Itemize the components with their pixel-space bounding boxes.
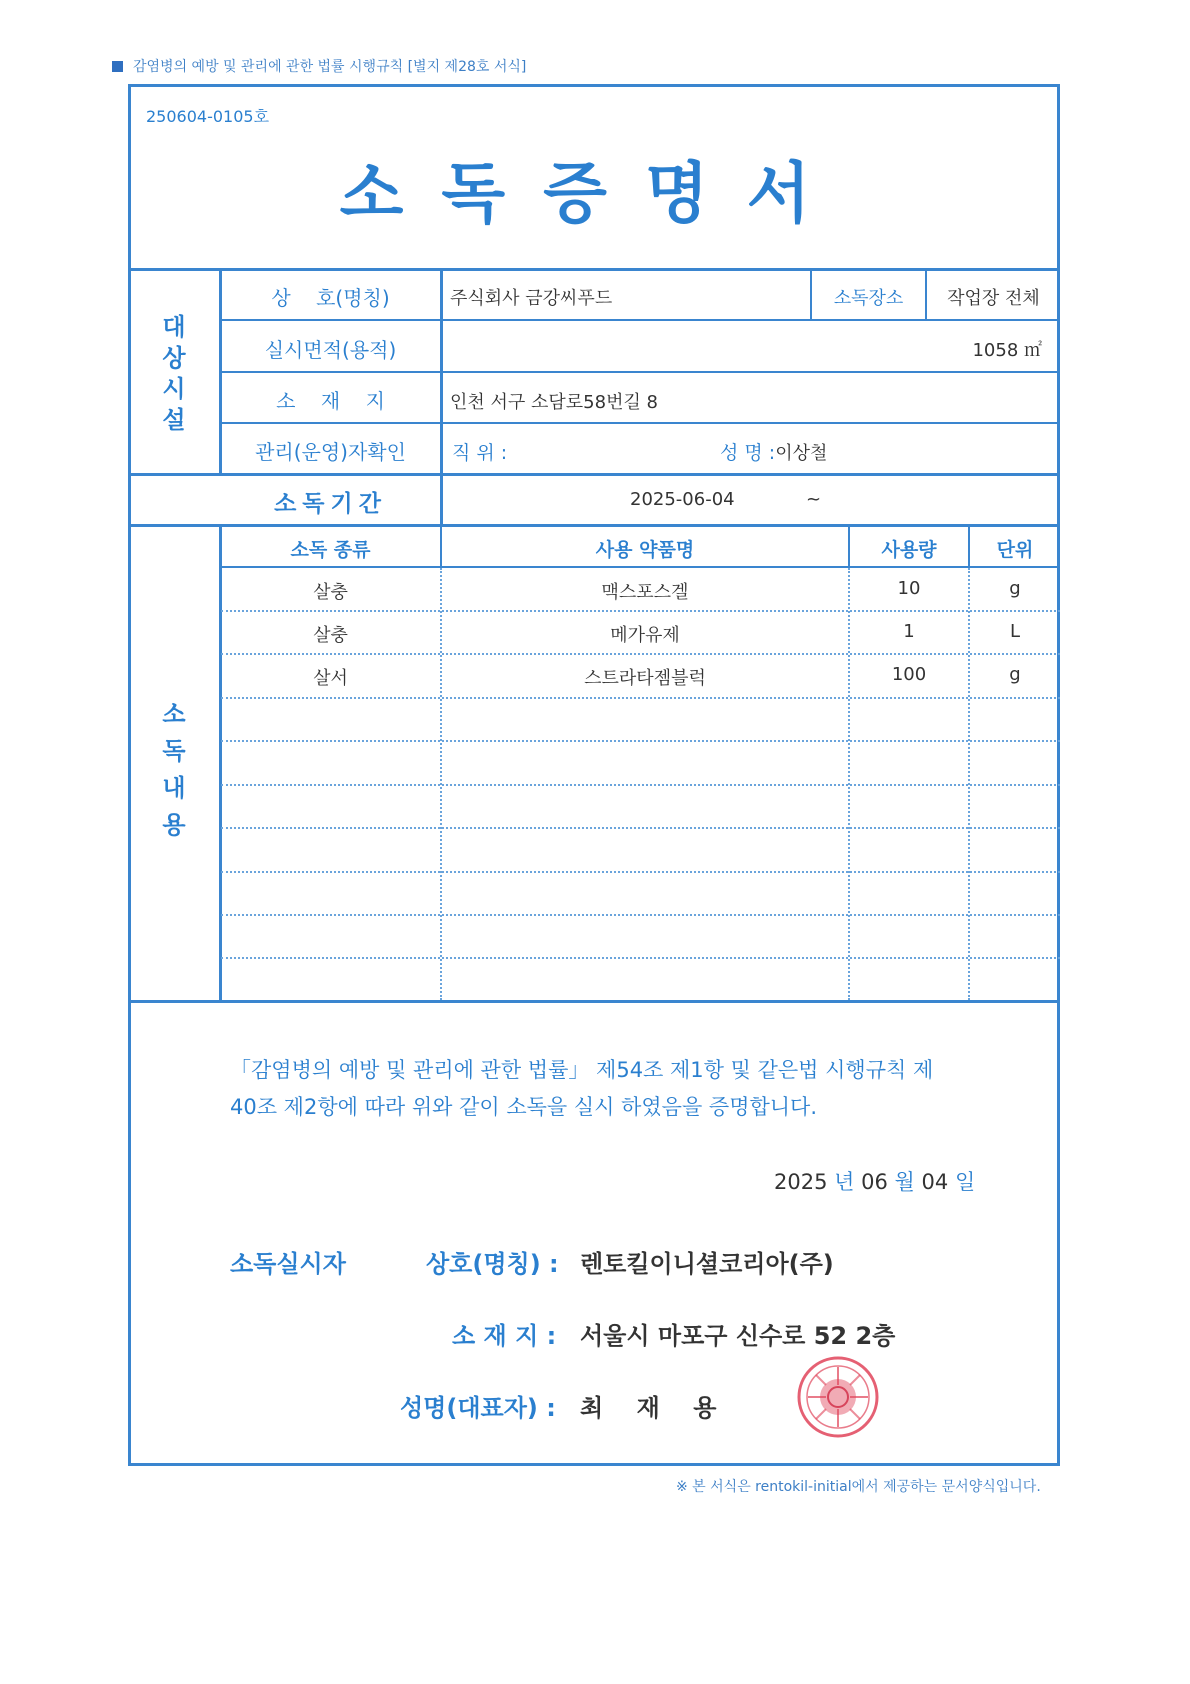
certification-statement: 「감염병의 예방 및 관리에 관한 법률」 제54조 제1항 및 같은법 시행규칙 제 40조 제2항에 따라 위와 같이 소독을 실시 하였음을 증명합니다. xyxy=(230,1058,934,1119)
address-value: 인천 서구 소담로58번길 8 xyxy=(450,392,659,413)
address-label: 소 재 지 xyxy=(276,389,385,413)
row-1-unit: g xyxy=(1009,578,1021,599)
operator-rep-label: 성명(대표자) : xyxy=(400,1394,556,1422)
row-1-product: 맥스포스겔 xyxy=(601,582,689,603)
period-separator: ~ xyxy=(806,489,822,510)
header-amount: 사용량 xyxy=(881,539,937,561)
header-type: 소독 종류 xyxy=(290,539,371,561)
row-3-product: 스트라타젬블럭 xyxy=(584,668,706,689)
position-label: 직 위 : xyxy=(452,442,508,464)
operator-company-label: 상호(명칭) : xyxy=(426,1250,559,1278)
row-3-unit: g xyxy=(1009,664,1021,685)
doc-number: 250604-0105호 xyxy=(146,107,270,126)
row-2-product: 메가유제 xyxy=(610,625,680,646)
issue-date: 2025 년 06 월 04 일 xyxy=(774,1170,976,1194)
row-1-amount: 10 xyxy=(897,578,921,599)
row-2-type: 살충 xyxy=(313,625,348,646)
area-value: 1058 ㎡ xyxy=(972,340,1042,361)
row-1-type: 살충 xyxy=(313,582,348,603)
company-seal-stamp xyxy=(796,1355,880,1439)
manager-name: 성 명 :이상철 xyxy=(720,442,828,464)
business-name-label: 상 호(명칭) xyxy=(271,286,390,310)
row-2-unit: L xyxy=(1009,621,1021,642)
business-name-value: 주식회사 금강씨푸드 xyxy=(450,288,613,309)
form-reference: 감염병의 예방 및 관리에 관한 법률 시행규칙 [별지 제28호 서식] xyxy=(112,56,526,76)
operator-address-label: 소 재 지 : xyxy=(452,1322,557,1350)
period-start: 2025-06-04 xyxy=(630,489,735,510)
operator-address: 서울시 마포구 신수로 52 2층 xyxy=(580,1322,896,1350)
header-product: 사용 약품명 xyxy=(595,539,695,561)
operator-company: 렌토킬이니셜코리아(주) xyxy=(580,1250,834,1278)
location-value: 작업장 전체 xyxy=(947,288,1040,309)
square-bullet-icon xyxy=(112,61,123,72)
row-3-amount: 100 xyxy=(891,664,927,685)
target-facility-label: 대 상 시 설 xyxy=(162,313,186,434)
page-title: 소독증명서 xyxy=(339,155,849,232)
header-unit: 단위 xyxy=(996,539,1034,561)
operator-rep-name: 최 재 용 xyxy=(580,1394,717,1422)
content-label: 소 독 내 용 xyxy=(162,700,186,839)
manager-label: 관리(운영)자확인 xyxy=(255,440,406,464)
row-3-type: 살서 xyxy=(313,668,348,689)
period-label: 소독기간 xyxy=(274,491,387,517)
location-label: 소독장소 xyxy=(833,288,904,309)
area-label: 실시면적(용적) xyxy=(264,338,397,362)
footer-note: ※ 본 서식은 rentokil-initial에서 제공하는 문서양식입니다. xyxy=(676,1479,1041,1495)
row-2-amount: 1 xyxy=(903,621,915,642)
operator-label: 소독실시자 xyxy=(230,1250,346,1278)
